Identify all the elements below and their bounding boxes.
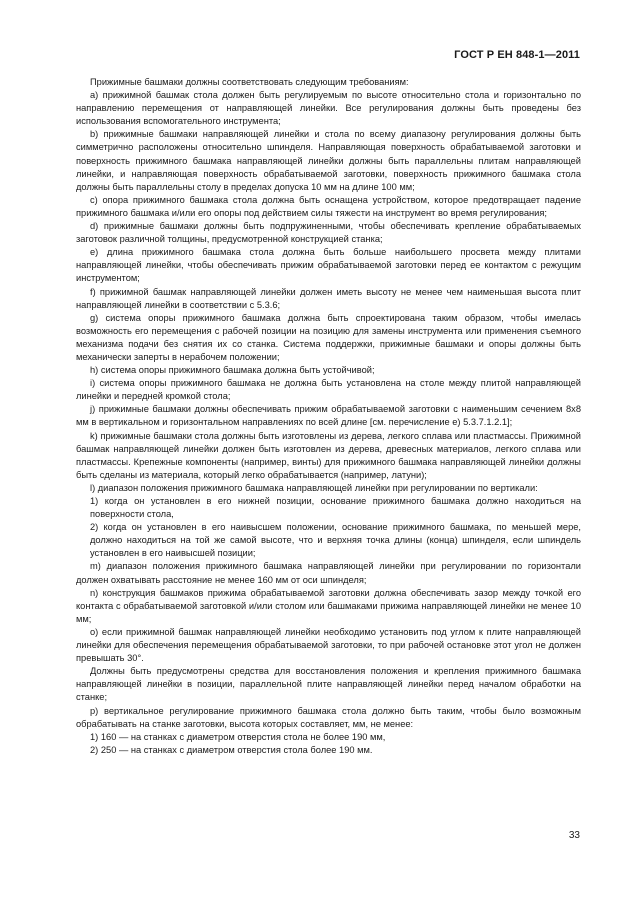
paragraph-item-g: g) система опоры прижимного башмака должна быть спроектирована таким образом, чтобы имелась возможность его перемещения с рабочей позиции на позицию для замены инструмента или применения съемного механизма подачи без снятия их со станка. Система поддержки, прижимные башмаки и опоры должны быть механически заперты в нерабочем положении; [76,312,581,362]
paragraph-item-c: c) опора прижимного башмака стола должна быть оснащена устройством, которое предотвращает падение прижимного башмака и/или его опоры под действием силы тяжести на инструмент во время регулирования; [76,194,581,218]
paragraph-item-k: k) прижимные башмаки стола должны быть изготовлены из дерева, легкого сплава или пластмассы. Прижимной башмак направляющей линейки должен быть изготовлен из дерева, древесных материалов, легкого сплава или пластмассы. Крепежные компоненты (например, винты) для прижимного башмака направляющей линейки должны быть сделаны из материала, который легко обрабатывается (например, латуни); [76,430,581,480]
paragraph-item-a: a) прижимной башмак стола должен быть регулируемым по высоте относительно стола и горизонтально по направлению перемещения от направляющей линейки. Все регулирования должны быть проведены без использования вспомогательного инструмента; [76,90,581,127]
document-body [76,76,581,757]
paragraph-intro: Прижимные башмаки должны соответствовать следующим требованиям: [90,77,409,87]
paragraph-item-b: b) прижимные башмаки направляющей линейки и стола по всему диапазону регулирования должны быть симметрично расположены относительно шпинделя. Направляющая поверхность обрабатываемой заготовки и поверхность прижимного башмака направляющей линейки должны быть параллельны плитам направляющей линейки, и направляющая поверхность обрабатываемой заготовки, поверхность прижимного башмака стола должны быть параллельны столу в пределах допуска 10 мм на длине 100 мм; [76,129,581,192]
paragraph-item-l: l) диапазон положения прижимного башмака направляющей линейки при регулировании по вертикали: [90,482,538,493]
paragraph-item-d: d) прижимные башмаки должны быть подпружиненными, чтобы обеспечивать крепление обрабатываемых заготовок различной толщины, предусмотренной конструкцией станка; [76,221,581,245]
paragraph-item-n: n) конструкция башмаков прижима обрабатываемой заготовки должна обеспечивать зазор между точкой его контакта с обрабатываемой заготовкой и/или столом или башмаками прижима направляющей линейки не менее 10 мм; [76,587,581,624]
paragraph-item-l-2: 2) когда он установлен в его наивысшем положении, основание прижимного башмака, по меньшей мере, должно находиться на той же самой высоте, что и верхняя точка длины (конца) шпинделя, если шпиндель установлен в его наивысшей позиции; [90,522,581,559]
paragraph-item-p: p) вертикальное регулирование прижимного башмака стола должно быть таким, чтобы было возможным обрабатывать на станке заготовки, высота которых составляет, мм, не менее: [76,705,581,729]
paragraph-item-j: j) прижимные башмаки должны обеспечивать прижим обрабатываемой заготовки с наименьшим сечением 8x8 мм в вертикальном и горизонтальном направлениях по всей длине [см. перечисление e) 5.3.7.1.2.1]; [76,404,581,428]
paragraph-item-h: h) система опоры прижимного башмака должна быть устойчивой; [90,365,375,376]
paragraph-item-o: o) если прижимной башмак направляющей линейки необходимо установить под углом к плите направляющей линейки для обеспечения перемещения обрабатываемой заготовки, то при рабочей остановке этот угол не должен превышать 30°. [76,626,581,664]
paragraph-item-p-1: 1) 160 — на станках с диаметром отверстия стола не более 190 мм, [90,731,386,742]
paragraph-item-i: i) система опоры прижимного башмака не должна быть установлена на столе между плитой направляющей линейки и передней кромкой стола; [76,378,581,402]
page-number: 33 [568,830,580,841]
paragraph-item-l-1: 1) когда он установлен в его нижней позиции, основание прижимного башмака должно находиться на поверхности стола, [90,496,581,520]
paragraph-item-f: f) прижимной башмак направляющей линейки должен иметь высоту не менее чем наименьшая высота плит направляющей линейки в соответствии с 5.3.6; [76,286,581,310]
paragraph-item-e: e) длина прижимного башмака стола должна быть больше наибольшего просвета между плитами направляющей линейки, чтобы обеспечивать прижим обрабатываемой заготовки перед ее контактом с режущим инструментом; [76,247,581,284]
document-code-header: ГОСТ Р ЕН 848-1—2011 [454,49,580,61]
paragraph-restore-means: Должны быть предусмотрены средства для восстановления положения и крепления прижимного башмака направляющей линейки в позиции, параллельной плите направляющей линейки перед началом обработки на станке; [76,666,581,703]
paragraph-item-m: m) диапазон положения прижимного башмака направляющей линейки при регулировании по горизонтали должен охватывать расстояние не менее 160 мм от оси шпинделя; [76,561,581,585]
paragraph-item-p-2: 2) 250 — на станках с диаметром отверстия стола более 190 мм. [90,744,373,755]
